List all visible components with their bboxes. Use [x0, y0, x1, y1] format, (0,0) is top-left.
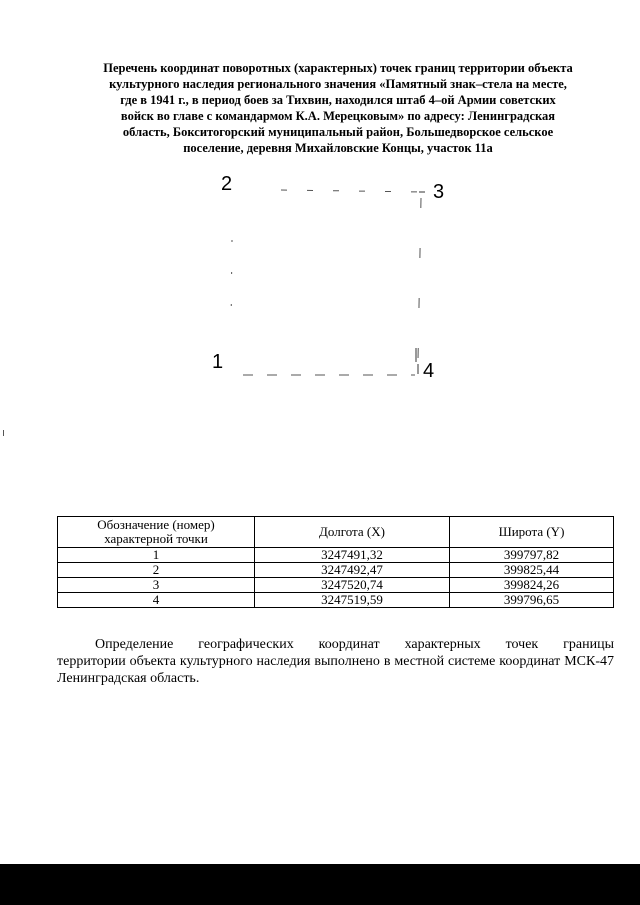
- note-rest: территории объекта культурного наследия выполнено в местной системе координат МСК-47 Ленинградская область.: [57, 654, 614, 686]
- cell-latitude: 399796,65: [450, 593, 614, 608]
- cell-point-number: 3: [58, 578, 255, 593]
- header-point-number: Обозначение (номер) характерной точки: [58, 517, 255, 548]
- point-label-3: 3: [433, 181, 445, 203]
- title-line: область, Бокситогорский муниципальный район, Большедворское сельское: [122, 125, 554, 139]
- document-title: [60, 60, 616, 156]
- cell-latitude: 399825,44: [450, 563, 614, 578]
- cell-longitude: 3247519,59: [255, 593, 450, 608]
- note-first-line: Определение географических координат характерных точек границы: [95, 637, 614, 652]
- coordinates-table: [57, 516, 614, 608]
- point-label-1: 1: [212, 351, 224, 373]
- edge-3-4: [418, 198, 421, 360]
- title-line: войск во главе с командармом К.А. Мерецковым» по адресу: Ленинградская: [120, 109, 556, 123]
- scan-artifact: [3, 430, 4, 436]
- title-line: где в 1941 г., в период боев за Тихвин, находился штаб 4–ой Армии советских: [120, 93, 556, 107]
- coordinate-system-note: [57, 636, 614, 687]
- cell-latitude: 399824,26: [450, 578, 614, 593]
- boundary-outline: [0, 170, 640, 385]
- header-longitude: Долгота (X): [255, 517, 450, 548]
- table-row: [58, 578, 614, 593]
- edge-2-3: [281, 190, 424, 192]
- cell-longitude: 3247520,74: [255, 578, 450, 593]
- point-label-4: 4: [423, 360, 435, 382]
- header-latitude: Широта (Y): [450, 517, 614, 548]
- table-row: [58, 548, 614, 563]
- table-row: [58, 563, 614, 578]
- scan-bottom-border: [0, 864, 640, 905]
- table-header-row: [58, 517, 614, 548]
- cell-point-number: 1: [58, 548, 255, 563]
- cell-point-number: 2: [58, 563, 255, 578]
- point-label-2: 2: [221, 173, 233, 195]
- table-row: [58, 593, 614, 608]
- cell-longitude: 3247491,32: [255, 548, 450, 563]
- title-line: Перечень координат поворотных (характерных) точек границ территории объекта: [103, 61, 573, 75]
- edge-2-1: [231, 240, 232, 330]
- title-line: поселение, деревня Михайловские Концы, участок 11а: [183, 141, 493, 155]
- cell-longitude: 3247492,47: [255, 563, 450, 578]
- cell-point-number: 4: [58, 593, 255, 608]
- title-line: культурного наследия регионального значения «Памятный знак–стела на месте,: [109, 77, 567, 91]
- cell-latitude: 399797,82: [450, 548, 614, 563]
- boundary-diagram: [0, 170, 640, 385]
